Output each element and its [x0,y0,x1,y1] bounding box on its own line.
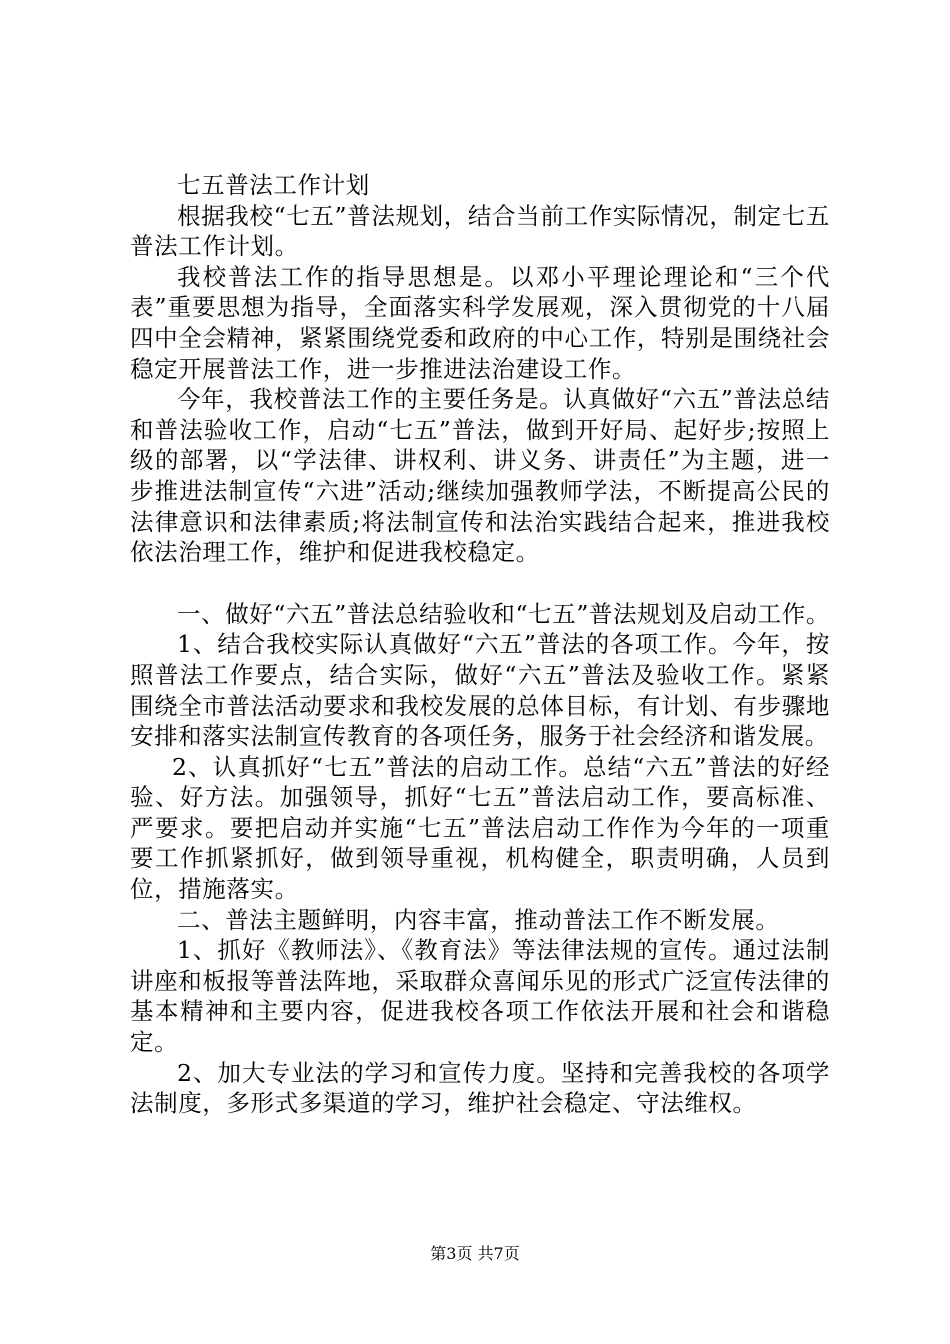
paragraph: 1、抓好《教师法》、《教育法》等法律法规的宣传。通过法制讲座和板报等普法阵地，采取群众喜闻乐见的形式广泛宣传法律的基本精神和主要内容，促进我校各项工作依法开展和社会和谐稳定。 [130,936,830,1057]
page-footer: 第3页 共7页 [430,1244,520,1263]
paragraph: 2、加大专业法的学习和宣传力度。坚持和完善我校的各项学法制度，多形式多渠道的学习，维护社会稳定、守法维权。 [130,1058,830,1118]
section-heading: 一、做好“六五”普法总结验收和“七五”普法规划及启动工作。 [177,599,830,628]
paragraph: 根据我校“七五”普法规划，结合当前工作实际情况，制定七五普法工作计划。 [130,201,830,261]
section-heading: 二、普法主题鲜明，内容丰富，推动普法工作不断发展。 [177,905,780,934]
paragraph: 2、认真抓好“七五”普法的启动工作。总结“六五”普法的好经验、好方法。加强领导，抓好“七五”普法启动工作，要高标准、严要求。要把启动并实施“七五”普法启动工作作为今年的一项重要工作抓紧抓好，做到领导重视，机构健全，职责明确，人员到位，措施落实。 [130,752,830,904]
paragraph: 今年，我校普法工作的主要任务是。认真做好“六五”普法总结和普法验收工作，启动“七五”普法，做到开好局、起好步;按照上级的部署，以“学法律、讲权利、讲义务、讲责任”为主题，进一步推进法制宣传“六进”活动;继续加强教师学法，不断提高公民的法律意识和法律素质;将法制宣传和法治实践结合起来，推进我校依法治理工作，维护和促进我校稳定。 [130,385,830,567]
paragraph: 1、结合我校实际认真做好“六五”普法的各项工作。今年，按照普法工作要点，结合实际，做好“六五”普法及验收工作。紧紧围绕全市普法活动要求和我校发展的总体目标，有计划、有步骤地安排和落实法制宣传教育的各项任务，服务于社会经济和谐发展。 [130,630,830,751]
document-title: 七五普法工作计划 [177,171,370,199]
paragraph: 我校普法工作的指导思想是。以邓小平理论理论和“三个代表”重要思想为指导，全面落实科学发展观，深入贯彻党的十八届四中全会精神，紧紧围绕党委和政府的中心工作，特别是围绕社会稳定开展普法工作，进一步推进法治建设工作。 [130,262,830,383]
document-body [130,170,830,1119]
